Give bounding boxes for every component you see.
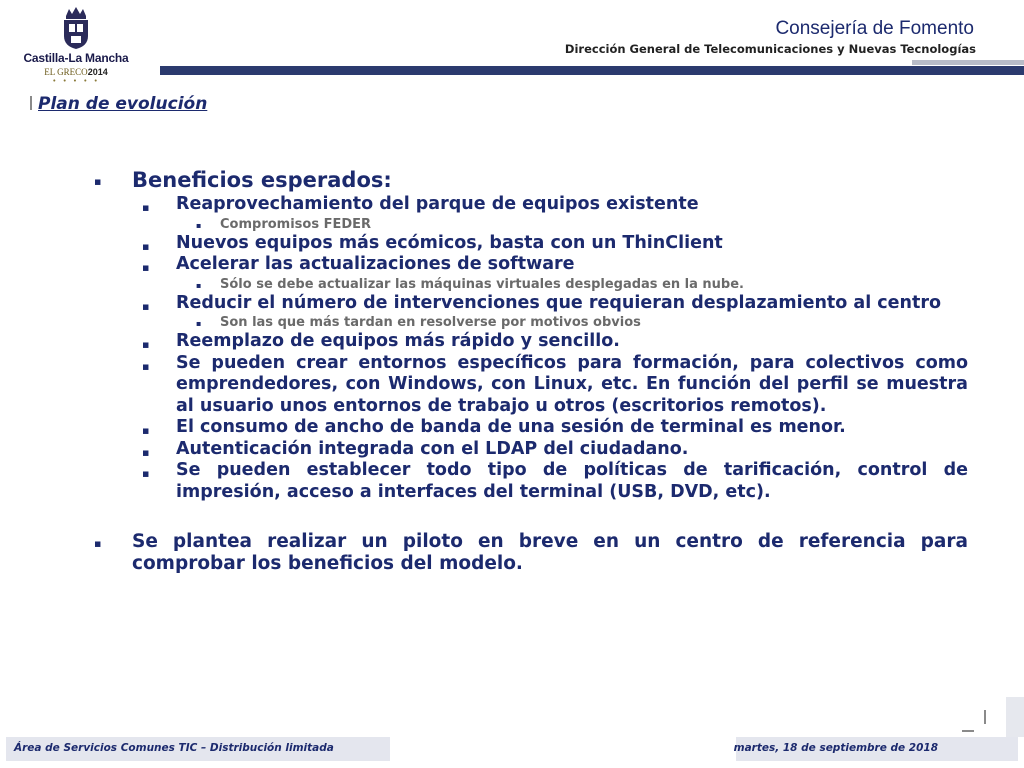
org-title: Consejería de Fomento [775, 18, 974, 39]
closing-statement-text: Se plantea realizar un piloto en breve en un centro de referencia para comprobar los beneficios del modelo. [132, 531, 968, 574]
list-item [90, 233, 968, 255]
footer-date: martes, 18 de septiembre de 2018 [733, 742, 938, 754]
bullet-icon: ▪ [142, 424, 150, 437]
logo-greco-year: 2014 [87, 67, 108, 77]
logo-ornament: • • • • • [52, 77, 100, 85]
bullet-icon: ▪ [142, 239, 150, 253]
list-item-text: Reemplazo de equipos más rápido y sencillo. [176, 331, 620, 351]
bullet-icon: ▪ [142, 201, 150, 214]
closing-statement [90, 531, 968, 575]
spacer [90, 503, 968, 531]
list-item [90, 254, 968, 276]
slide-content [90, 168, 968, 577]
list-item-text: Se pueden crear entornos específicos para formación, para colectivos como emprendedores, con Windows, con Linux, etc. En función del perfil se muestra al usuario unos entornos de trabajo u otros (escritorios remotos). [176, 352, 968, 416]
list-item [90, 460, 968, 503]
bullet-icon: ▪ [142, 445, 150, 459]
org-subtitle: Dirección General de Telecomunicaciones y Nuevas Tecnologías [564, 42, 976, 56]
list-item-text: Autenticación integrada con el LDAP del ciudadano. [176, 438, 689, 459]
bullet-icon: ▪ [142, 467, 150, 480]
title-marker [30, 96, 32, 110]
list-item [90, 331, 968, 353]
coat-of-arms-icon [60, 6, 92, 50]
corner-dash [962, 730, 974, 732]
sub-list-item [90, 314, 968, 331]
bullet-icon: ▪ [196, 280, 202, 290]
bullet-icon: ▪ [142, 261, 150, 274]
sub-list-item [90, 216, 968, 233]
footer-right-box [733, 737, 1018, 761]
logo-greco-text [22, 67, 130, 77]
list-item-text: Reducir el número de intervenciones que requieran desplazamiento al centro [176, 292, 942, 313]
side-strip [1006, 697, 1024, 737]
bullet-icon: ▪ [94, 537, 102, 550]
list-item [90, 353, 968, 418]
bullet-icon: ▪ [142, 299, 150, 313]
list-item [90, 293, 968, 315]
sub-list-item-text: Sólo se debe actualizar las máquinas virtuales desplegadas en la nube. [220, 276, 744, 292]
bullet-icon: ▪ [196, 220, 202, 230]
list-item-text: Acelerar las actualizaciones de software [176, 254, 575, 274]
list-item [90, 194, 968, 216]
logo-name: Castilla-La Mancha [23, 51, 129, 65]
heading-text: Beneficios esperados: [132, 168, 392, 192]
header-gray-bar [912, 60, 1024, 65]
list-item-text: El consumo de ancho de banda de una sesión de terminal es menor. [176, 417, 846, 437]
list-heading [90, 168, 968, 192]
logo-greco-label: EL GRECO [44, 67, 88, 77]
list-item-text: Se pueden establecer todo tipo de políticas de tarificación, control de impresión, acceso a interfaces del terminal (USB, DVD, etc). [176, 460, 968, 502]
header-navy-bar [160, 66, 1024, 75]
bullet-icon: ▪ [142, 338, 150, 351]
section-title: Plan de evolución [38, 94, 208, 114]
footer-left-box [6, 737, 390, 761]
sub-list-item [90, 276, 968, 293]
corner-bar [984, 710, 986, 724]
castilla-la-mancha-logo [22, 6, 130, 94]
bullet-icon: ▪ [94, 175, 102, 188]
list-item [90, 417, 968, 439]
footer-left-text: Área de Servicios Comunes TIC – Distribución limitada [14, 742, 334, 754]
list-item-text: Nuevos equipos más ecómicos, basta con un ThinClient [176, 232, 723, 253]
bullet-icon: ▪ [142, 359, 150, 373]
bullet-icon: ▪ [196, 319, 202, 328]
list-item [90, 439, 968, 461]
sub-list-item-text: Son las que más tardan en resolverse por motivos obvios [220, 315, 641, 330]
sub-list-item-text: Compromisos FEDER [220, 216, 372, 232]
list-item-text: Reaprovechamiento del parque de equipos existente [176, 194, 699, 214]
